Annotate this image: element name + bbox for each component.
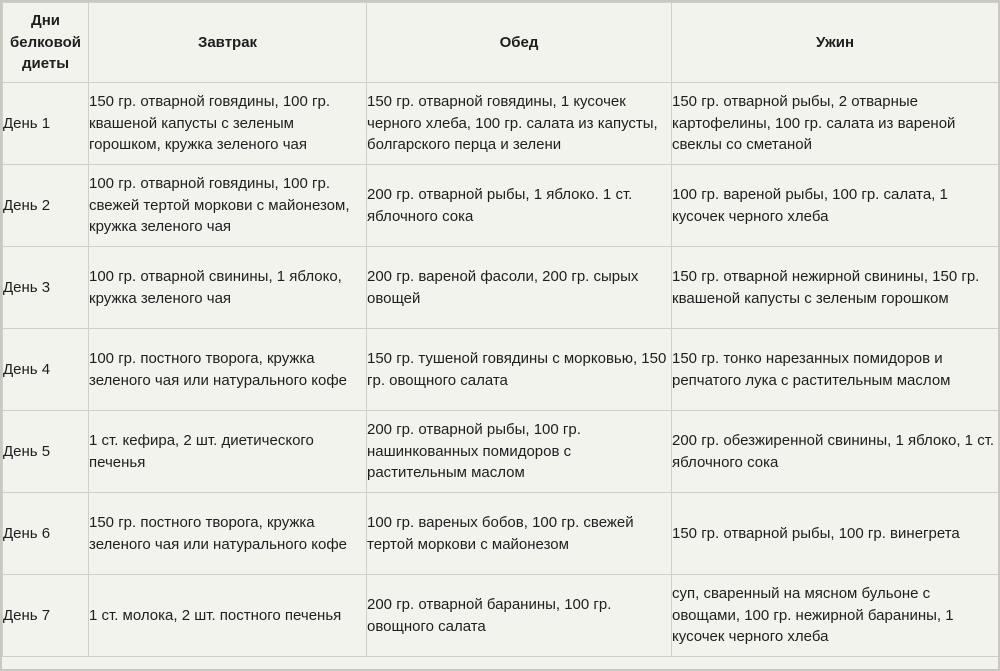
- dinner-cell: суп, сваренный на мясном бульоне с овощами, 100 гр. нежирной баранины, 1 кусочек черного хлеба: [672, 575, 999, 657]
- lunch-cell: 200 гр. отварной рыбы, 100 гр. нашинкованных помидоров с растительным маслом: [367, 411, 672, 493]
- breakfast-cell: 1 ст. молока, 2 шт. постного печенья: [89, 575, 367, 657]
- breakfast-cell: 150 гр. постного творога, кружка зеленого чая или натурального кофе: [89, 493, 367, 575]
- breakfast-cell: 100 гр. отварной свинины, 1 яблоко, кружка зеленого чая: [89, 247, 367, 329]
- breakfast-cell: 1 ст. кефира, 2 шт. диетического печенья: [89, 411, 367, 493]
- dinner-cell: 100 гр. вареной рыбы, 100 гр. салата, 1 кусочек черного хлеба: [672, 165, 999, 247]
- dinner-cell: 150 гр. тонко нарезанных помидоров и репчатого лука с растительным маслом: [672, 329, 999, 411]
- day-cell: День 1: [3, 83, 89, 165]
- dinner-cell: 150 гр. отварной рыбы, 2 отварные картофелины, 100 гр. салата из вареной свеклы со сметаной: [672, 83, 999, 165]
- lunch-cell: 150 гр. тушеной говядины с морковью, 150 гр. овощного салата: [367, 329, 672, 411]
- dinner-cell: 150 гр. отварной рыбы, 100 гр. винегрета: [672, 493, 999, 575]
- day-cell: День 5: [3, 411, 89, 493]
- lunch-cell: 200 гр. вареной фасоли, 200 гр. сырых овощей: [367, 247, 672, 329]
- table-row: [3, 329, 999, 411]
- breakfast-cell: 100 гр. постного творога, кружка зеленого чая или натурального кофе: [89, 329, 367, 411]
- dinner-cell: 150 гр. отварной нежирной свинины, 150 гр. квашеной капусты с зеленым горошком: [672, 247, 999, 329]
- dinner-cell: 200 гр. обезжиренной свинины, 1 яблоко, 1 ст. яблочного сока: [672, 411, 999, 493]
- protein-diet-table: [2, 2, 999, 657]
- lunch-cell: 100 гр. вареных бобов, 100 гр. свежей тертой моркови с майонезом: [367, 493, 672, 575]
- day-cell: День 3: [3, 247, 89, 329]
- day-cell: День 4: [3, 329, 89, 411]
- lunch-cell: 200 гр. отварной баранины, 100 гр. овощного салата: [367, 575, 672, 657]
- header-dinner: Ужин: [672, 3, 999, 83]
- table-row: [3, 493, 999, 575]
- header-breakfast: Завтрак: [89, 3, 367, 83]
- header-lunch: Обед: [367, 3, 672, 83]
- breakfast-cell: 150 гр. отварной говядины, 100 гр. квашеной капусты с зеленым горошком, кружка зеленого чая: [89, 83, 367, 165]
- table-row: [3, 165, 999, 247]
- header-day: Дни белковой диеты: [3, 3, 89, 83]
- day-cell: День 7: [3, 575, 89, 657]
- table-row: [3, 411, 999, 493]
- lunch-cell: 200 гр. отварной рыбы, 1 яблоко. 1 ст. яблочного сока: [367, 165, 672, 247]
- lunch-cell: 150 гр. отварной говядины, 1 кусочек черного хлеба, 100 гр. салата из капусты, болгарского перца и зелени: [367, 83, 672, 165]
- table-row: [3, 247, 999, 329]
- day-cell: День 2: [3, 165, 89, 247]
- breakfast-cell: 100 гр. отварной говядины, 100 гр. свежей тертой моркови с майонезом, кружка зеленого чая: [89, 165, 367, 247]
- day-cell: День 6: [3, 493, 89, 575]
- table-row: [3, 83, 999, 165]
- table-row: [3, 575, 999, 657]
- table-header-row: [3, 3, 999, 83]
